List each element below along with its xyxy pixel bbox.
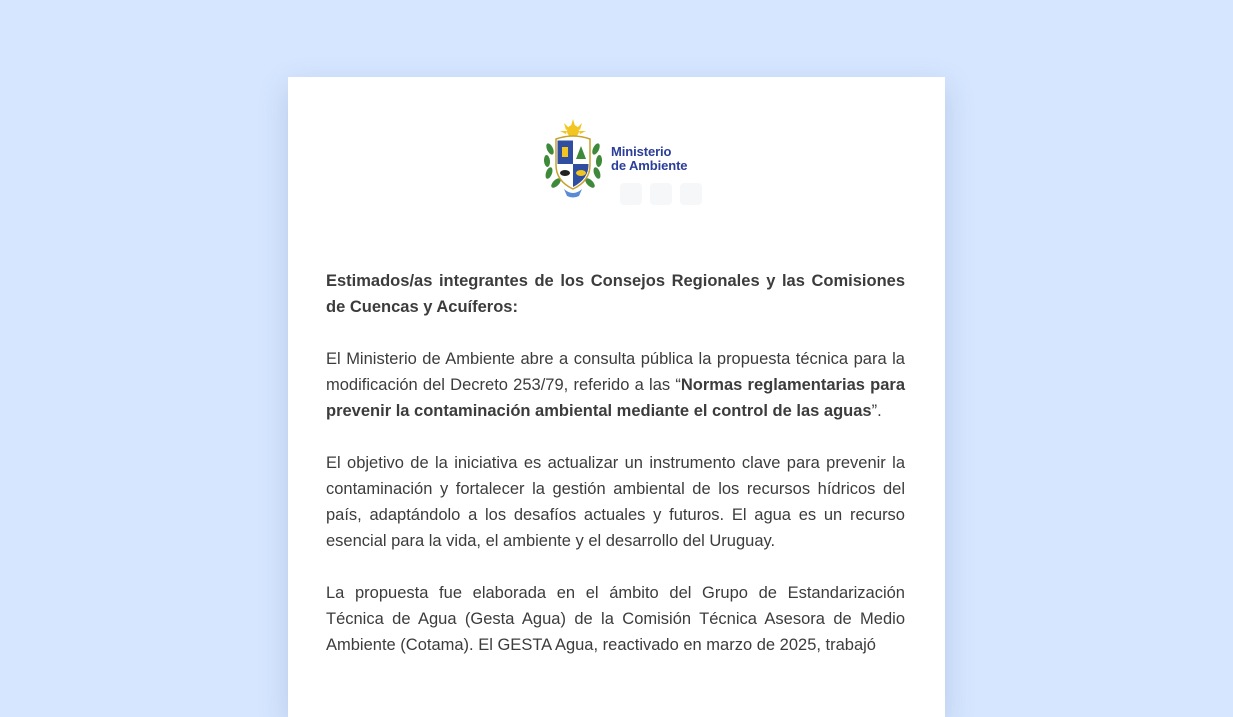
facebook-icon[interactable]: [620, 183, 642, 205]
paragraph-1: [326, 346, 905, 424]
regulation-title: Normas reglamentarias para prevenir la contaminación ambiental mediante el control de las aguas: [326, 376, 905, 420]
paragraph-3: La propuesta fue elaborada en el ámbito del Grupo de Estandarización Técnica de Agua (Gesta Agua) de la Comisión Técnica Asesora de Medio Ambiente (Cotama). El GESTA Agua, reactivado en marzo de 2025, trabajó: [326, 584, 905, 654]
paragraph-1-intro: El Ministerio de Ambiente abre a consulta pública la propuesta técnica para la modificación del Decreto 253/79, referido a las “: [326, 350, 905, 394]
paragraph-1-end: ”.: [871, 402, 882, 420]
greeting: Estimados/as integrantes de los Consejos Regionales y las Comisiones de Cuencas y Acuíferos:: [326, 272, 905, 316]
logo-line-1: Ministerio: [611, 144, 672, 159]
twitter-icon[interactable]: [650, 183, 672, 205]
logo-line-2: de Ambiente: [611, 158, 688, 173]
paragraph-2: El objetivo de la iniciativa es actualizar un instrumento clave para prevenir la contaminación y fortalecer la gestión ambiental de los recursos hídricos del país, adaptándolo a los desafíos actuales y futuros. El agua es un recurso esencial para la vida, el ambiente y el desarrollo del Uruguay.: [326, 454, 905, 550]
ministry-logo-text: [611, 145, 687, 173]
email-header: [542, 119, 702, 209]
email-body: [326, 268, 905, 684]
coat-of-arms-icon: [542, 119, 604, 199]
email-card: [288, 77, 945, 717]
instagram-icon[interactable]: [680, 183, 702, 205]
social-links: [620, 183, 702, 205]
